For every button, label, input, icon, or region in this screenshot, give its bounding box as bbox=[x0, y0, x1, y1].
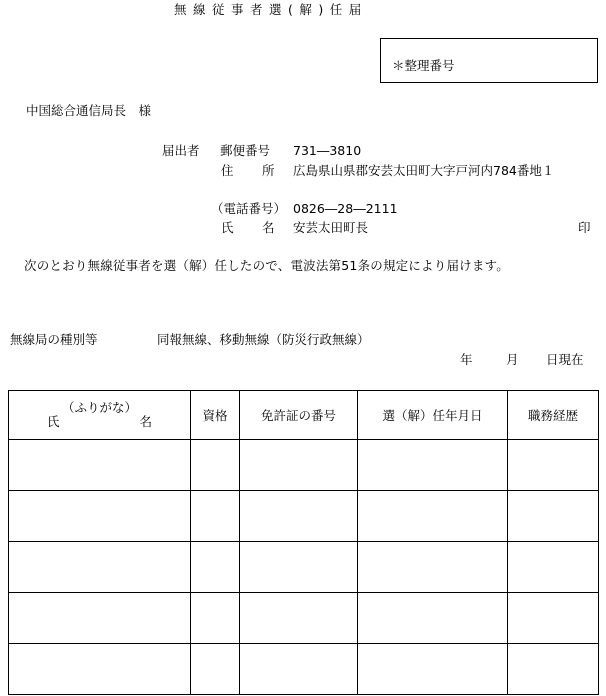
cell-appointment-date[interactable] bbox=[358, 542, 508, 593]
cell-name[interactable] bbox=[9, 542, 191, 593]
header-appointment-date: 選（解）任年月日 bbox=[358, 391, 508, 440]
header-name-1: 氏 bbox=[46, 414, 60, 429]
phone-label: （電話番号） bbox=[211, 201, 287, 216]
cell-appointment-date[interactable] bbox=[358, 491, 508, 542]
postal-code-label: 郵便番号 bbox=[220, 143, 271, 158]
addressee: 中国総合通信局長 様 bbox=[26, 103, 152, 118]
operator-table bbox=[8, 390, 599, 695]
phone-value: 0826―28―2111 bbox=[293, 201, 398, 216]
registration-number-label: ＊整理番号 bbox=[392, 58, 455, 73]
name-label-1: 氏 bbox=[221, 220, 234, 235]
cell-appointment-date[interactable] bbox=[358, 644, 508, 695]
address-label-2: 所 bbox=[262, 163, 275, 178]
body-text: 次のとおり無線従事者を選（解）任したので、電波法第51条の規定により届けます。 bbox=[24, 258, 509, 273]
header-qualification: 資格 bbox=[191, 391, 240, 440]
address-value: 広島県山県郡安芸太田町大字戸河内784番地１ bbox=[293, 163, 555, 178]
document-title: 無線従事者選(解)任届 bbox=[174, 2, 368, 17]
header-name bbox=[9, 391, 191, 440]
name-label-2: 名 bbox=[262, 220, 275, 235]
address-label-1: 住 bbox=[221, 163, 234, 178]
cell-license-number[interactable] bbox=[240, 491, 358, 542]
cell-appointment-date[interactable] bbox=[358, 593, 508, 644]
cell-career[interactable] bbox=[508, 644, 599, 695]
seal-mark: 印 bbox=[578, 220, 591, 235]
as-of-month: 月 bbox=[506, 352, 519, 367]
cell-name[interactable] bbox=[9, 593, 191, 644]
cell-qualification[interactable] bbox=[191, 440, 240, 491]
cell-name[interactable] bbox=[9, 491, 191, 542]
as-of-year: 年 bbox=[460, 352, 473, 367]
station-type-value: 同報無線、移動無線（防災行政無線） bbox=[157, 332, 370, 347]
table-header-row bbox=[9, 391, 599, 440]
name-value: 安芸太田町長 bbox=[293, 220, 369, 235]
table-row bbox=[9, 440, 599, 491]
header-license-number: 免許証の番号 bbox=[240, 391, 358, 440]
table-row bbox=[9, 491, 599, 542]
cell-appointment-date[interactable] bbox=[358, 440, 508, 491]
postal-code-value: 731―3810 bbox=[293, 143, 362, 158]
cell-license-number[interactable] bbox=[240, 440, 358, 491]
cell-career[interactable] bbox=[508, 491, 599, 542]
table-row bbox=[9, 542, 599, 593]
cell-name[interactable] bbox=[9, 440, 191, 491]
cell-career[interactable] bbox=[508, 440, 599, 491]
cell-qualification[interactable] bbox=[191, 491, 240, 542]
cell-career[interactable] bbox=[508, 593, 599, 644]
cell-license-number[interactable] bbox=[240, 644, 358, 695]
cell-license-number[interactable] bbox=[240, 542, 358, 593]
header-name-2: 名 bbox=[139, 414, 153, 429]
station-type-label: 無線局の種別等 bbox=[10, 332, 98, 347]
header-career: 職務経歴 bbox=[508, 391, 599, 440]
cell-qualification[interactable] bbox=[191, 542, 240, 593]
registration-number-box bbox=[380, 38, 598, 83]
cell-qualification[interactable] bbox=[191, 644, 240, 695]
cell-name[interactable] bbox=[9, 644, 191, 695]
table-row bbox=[9, 644, 599, 695]
notifier-label: 届出者 bbox=[162, 143, 200, 158]
table-row bbox=[9, 593, 599, 644]
cell-license-number[interactable] bbox=[240, 593, 358, 644]
as-of-day: 日現在 bbox=[546, 352, 584, 367]
cell-career[interactable] bbox=[508, 542, 599, 593]
header-furigana: （ふりがな） bbox=[61, 399, 137, 415]
cell-qualification[interactable] bbox=[191, 593, 240, 644]
